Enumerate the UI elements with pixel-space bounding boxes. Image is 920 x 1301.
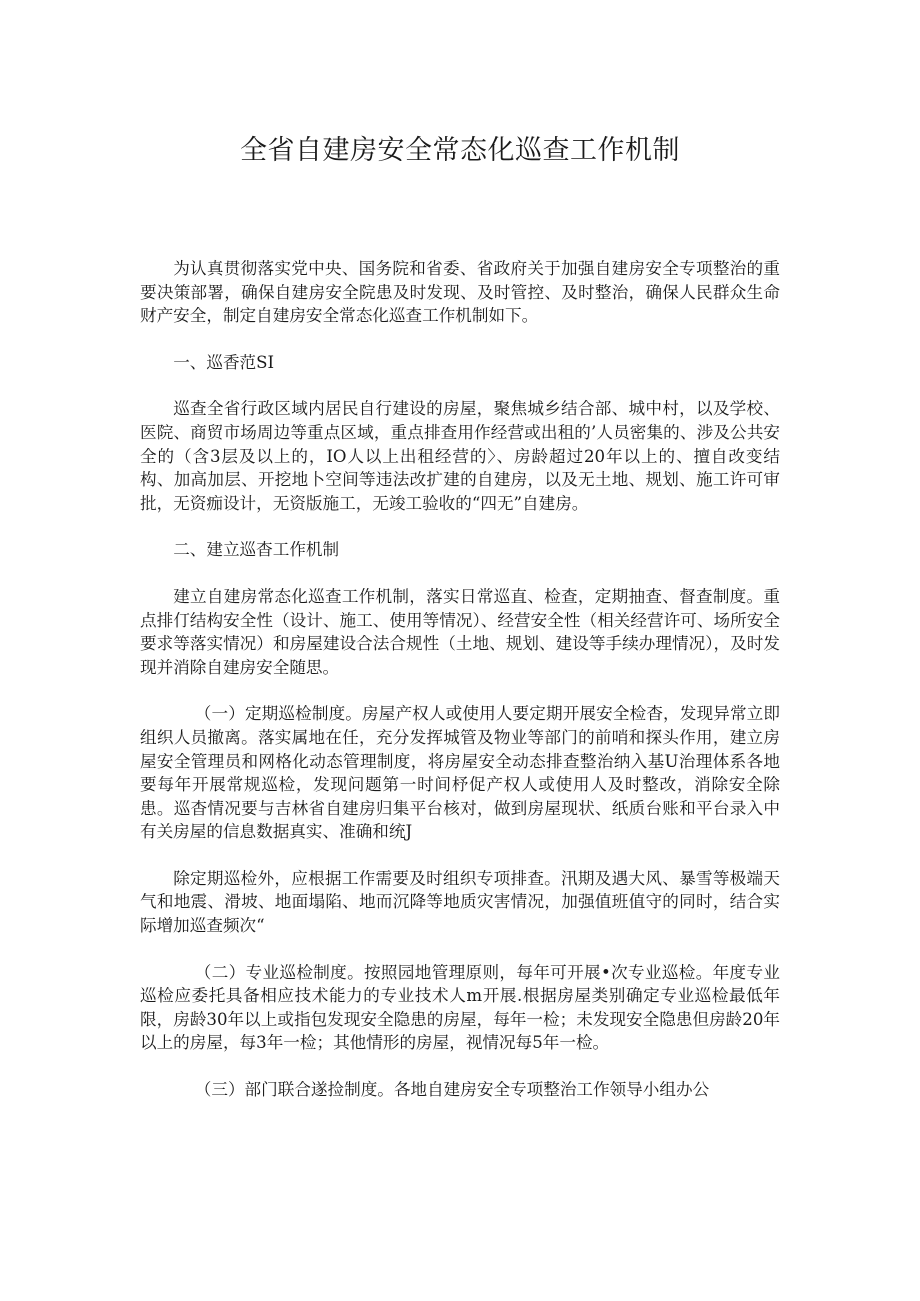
paragraph-mechanism: 建立自建房常态化巡查工作机制，落实日常巡直、检查，定期抽查、督查制度。重点排仃结构安全性（设计、施工、使用等情况）、经营安全性（相关经营许可、场所安全要求等落实情况）和房屋建设合法合规性（土地、规划、建设等手续办理情况），及时发现并消除自建房安全随思。 <box>140 586 780 677</box>
paragraph-professional-inspection: （二）专业巡检制度。按照园地管理原则，每年可开展•次专业巡检。年度专业巡检应委托具备相应技术能力的专业技术人m开展.根据房屋类别确定专业巡检最低年限，房龄30年以上或指包发现安全隐患的房屋，每年一检；未发现安全隐患但房龄20年以上的房屋，每3年一检；其他情形的房屋，视情况每5年一检。 <box>140 962 780 1053</box>
section-heading-2: 二、建立巡杳工作机制 <box>173 540 340 560</box>
paragraph-special-inspection: 除定期巡检外，应根据工作需要及时组织专项排查。汛期及遇大风、暴雪等极端天气和地震、滑坡、地面塌陷、地而沉降等地质灾害情况，加强值班值守的同时，结合实际增加巡查频次“ <box>140 868 780 936</box>
paragraph-periodic-inspection: （一）定期巡检制度。房屋产权人或使用人要定期开展安全检杳，发现异常立即组织人员撤离。落实属地在任，充分发挥城管及物业等部门的前哨和探头作用，建立房屋安全管理员和网格化动态管理制度，将房屋安全动态排查整治纳入基U治理体系各地要每年开展常规巡检，发现问题第一时间杼促产权人或使用人及时整改，消除安全除患。巡杳情况要与吉林省自建房归集平台核对，做到房屋现状、纸质台账和平台录入中有关房屋的信息数据真实、准确和统J <box>140 704 780 842</box>
section-heading-1: 一、巡香范SI <box>173 352 275 372</box>
paragraph-joint-inspection: （三）部门联合遂捡制度。各地自建房安全专项整治工作领导小组办公 <box>194 1080 710 1100</box>
paragraph-intro: 为认真贯彻落实党中央、国务院和省委、省政府关于加强自建房安全专项整治的重要决策部署，确保自建房安全院患及时发现、及时管控、及时整治，确保人民群众生命财产安全，制定自建房安全常态化巡查工作机制如下。 <box>140 259 780 326</box>
document-title: 全省自建房安全常态化巡查工作机制 <box>240 135 680 166</box>
document-body <box>140 257 780 1125</box>
paragraph-scope: 巡查全省行政区域内居民自行建设的房屋，聚焦城乡结合部、城中村，以及学校、医院、商贸市场周边等重点区域，重点排查用作经营或出租的’人员密集的、涉及公共安全的（含3层及以上的，IO人以上出租经营的〉、房龄超过20年以上的、擅自改变结构、加高加层、开挖地卜空间等违法改扩建的自建房，以及无土地、规划、施工许可审批，无资痂设计，无资版施工，无竣工验收的“四无”自建房。 <box>140 399 780 513</box>
